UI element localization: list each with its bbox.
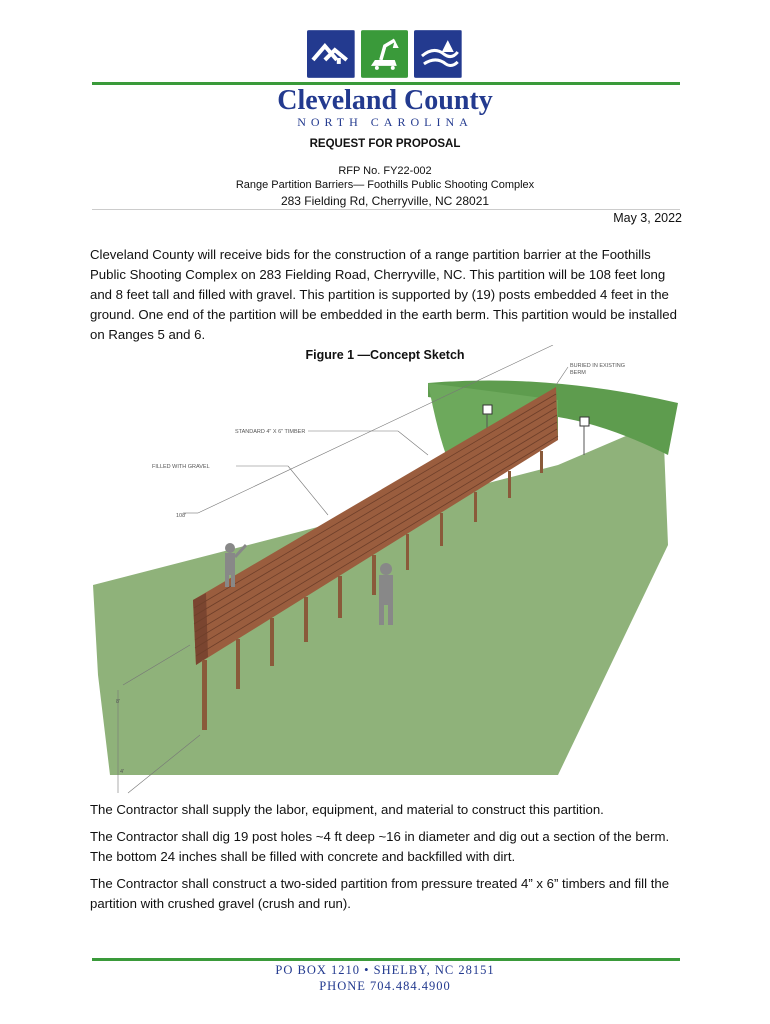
county-logo bbox=[307, 30, 462, 78]
project-title: Range Partition Barriers— Foothills Public Shooting Complex bbox=[235, 179, 535, 191]
excavator-icon bbox=[361, 30, 409, 78]
label-timber: STANDARD 4" X 6" TIMBER bbox=[235, 429, 306, 435]
project-address: 283 Fielding Rd, Cherryville, NC 28021 bbox=[280, 194, 490, 208]
dim-embed: 4' bbox=[120, 769, 125, 775]
divider bbox=[92, 209, 680, 210]
rfp-number: RFP No. FY22-002 bbox=[338, 165, 432, 177]
document-date: May 3, 2022 bbox=[613, 211, 682, 225]
target-left bbox=[483, 405, 492, 414]
dim-length: 108' bbox=[176, 513, 187, 519]
paragraph-supply: The Contractor shall supply the labor, equipment, and material to construct this partition. bbox=[90, 802, 604, 817]
label-gravel: FILLED WITH GRAVEL bbox=[152, 464, 210, 470]
figure-caption: Figure 1 —Concept Sketch bbox=[305, 348, 465, 362]
intro-paragraph: Cleveland County will receive bids for the construction of a range partition barrier at the Foothills Public Shooting Complex on 283 Fielding Road, Cherryville, NC. This partition will be 108 feet long and 8 feet tall and filled with gravel. This partition is supported by (19) posts embedded 4 feet in the ground. One end of the partition will be embedded in the earth berm. This partition would be installed on Ranges 5 and 6. bbox=[90, 247, 677, 342]
state-name: NORTH CAROLINA bbox=[297, 115, 473, 129]
paragraph-post-holes: The Contractor shall dig 19 post holes ~4 ft deep ~16 in diameter and dig out a section of the berm. The bottom 24 inches shall be filled with concrete and backfilled with dirt. bbox=[90, 829, 670, 864]
document-title: REQUEST FOR PROPOSAL bbox=[309, 138, 461, 150]
footer-address: PO BOX 1210 • SHELBY, NC 28151 bbox=[275, 963, 495, 977]
target-right bbox=[580, 417, 589, 426]
county-name: Cleveland County bbox=[277, 85, 493, 116]
label-berm-1: BURIED IN EXISTING bbox=[570, 363, 626, 369]
paragraph-construction: The Contractor shall construct a two-sided partition from pressure treated 4” x 6” timbers and fill the partition with crushed gravel (crush and run). bbox=[90, 876, 670, 911]
dim-height: 8' bbox=[116, 699, 121, 705]
footer-rule bbox=[92, 958, 680, 961]
label-berm-2: BERM bbox=[570, 370, 586, 376]
house-icon bbox=[307, 30, 355, 78]
nature-icon bbox=[414, 30, 462, 78]
concept-sketch bbox=[88, 345, 688, 800]
footer-phone: PHONE 704.484.4900 bbox=[319, 979, 451, 993]
